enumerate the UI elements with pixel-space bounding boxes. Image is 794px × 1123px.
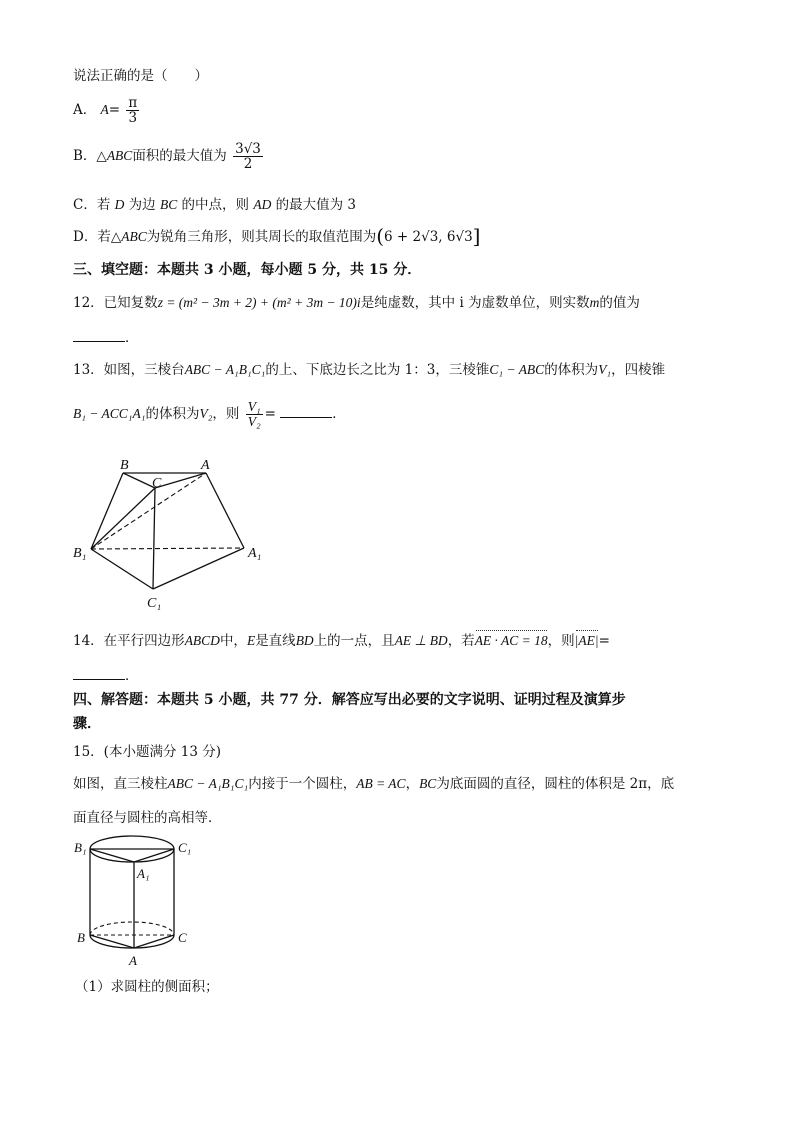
q11-option-d: D．若△ABC为锐角三角形，则其周长的取值范围为(6 + 2√3, 6√3] (73, 224, 481, 248)
label-B1: B₁ (74, 840, 87, 855)
label-C: C (152, 476, 162, 491)
q11-stem: 说法正确的是（ ） (73, 68, 208, 84)
label-B: B (120, 458, 129, 473)
q12-text: 12．已知复数z = (m² − 3m + 2) + (m² + 3m − 10)i是纯虚数，其中 i 为虚数单位，则实数m的值为 (73, 295, 640, 311)
label-C1: C₁ (178, 840, 192, 855)
label-A: A (201, 458, 210, 473)
q13-text-cont: B₁ − ACC₁A₁的体积为V₂，则 $\frac{\text{V₁}}{\text{V₂}}$ = ． (73, 399, 346, 430)
label-C1: C₁ (147, 596, 162, 611)
label-A1: A₁ (137, 866, 150, 881)
label-A: A (129, 953, 137, 968)
q14-text: 14．在平行四边形ABCD中，E是直线BD上的一点，且AE ⊥ BD，若AE · AC = 18，则|AE|= (73, 633, 610, 649)
fraction-pi-over-3: $\frac{\pi}{3}$ (128, 95, 138, 127)
q15-text-cont: 面直径与圆柱的高相等． (73, 810, 222, 826)
label-C: C (178, 930, 187, 945)
q13-text: 13．如图，三棱台ABC − A₁B₁C₁的上、下底边长之比为 1：3，三棱锥C₁ − ABC的体积为V₁，四棱锥 (73, 362, 666, 378)
fraction-3root3-over-2: $\frac{3√3}{2}$ (235, 141, 261, 173)
section-3-heading: 三、填空题：本题共 3 小题，每小题 5 分，共 15 分． (73, 262, 422, 278)
q11-option-c: C．若 D 为边 BC 的中点，则 AD 的最大值为 3 (73, 197, 356, 213)
q15-header: 15．(本小题满分 13 分) (73, 744, 221, 760)
q15-subquestion-1: （1）求圆柱的侧面积； (75, 979, 219, 995)
label-A1: A₁ (248, 546, 262, 561)
label-B1: B₁ (73, 546, 87, 561)
q14-answer-blank: ． (73, 664, 139, 684)
q15-text: 如图，直三棱柱ABC − A₁B₁C₁内接于一个圆柱，AB = AC，BC为底面圆的直径，圆柱的体积是 2π，底 (73, 776, 675, 792)
label-B: B (77, 930, 85, 945)
cylinder-prism-diagram (72, 832, 202, 970)
section-4-heading-cont: 骤． (73, 716, 101, 732)
q12-answer-blank: ． (73, 326, 139, 346)
fraction-v1-over-v2: $\frac{\text{V₁}}{\text{V₂}}$ (247, 399, 261, 430)
section-4-heading: 四、解答题：本题共 5 小题，共 77 分．解答应写出必要的文字说明、证明过程及演算步 (73, 692, 626, 708)
q11-option-b: B．△ABC面积的最大值为 $\frac{3√3}{2}$ (73, 141, 261, 173)
frustum-diagram (70, 455, 280, 615)
q11-option-a: A． A= $\frac{\pi}{3}$ (73, 95, 138, 127)
